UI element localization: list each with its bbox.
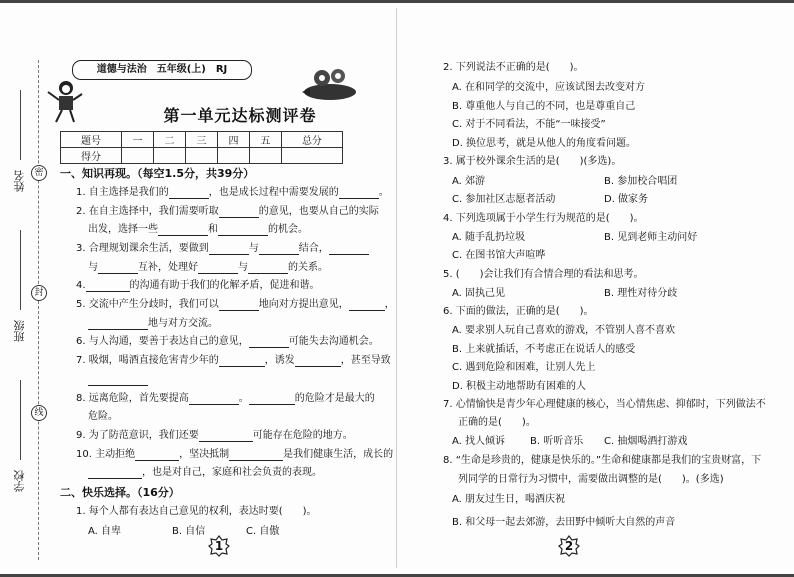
question-1-5 bbox=[76, 299, 395, 311]
answer-blank[interactable] bbox=[249, 394, 295, 405]
q-text: ， bbox=[384, 299, 395, 310]
scan-edge-top bbox=[0, 0, 794, 3]
answer-blank[interactable] bbox=[249, 337, 289, 348]
choice-2-option-d[interactable]: D. 换位思考，就是从他人的角度看问题。 bbox=[452, 138, 637, 149]
choice-question-4: 4. 下列选项属于小学生行为规范的是( )。 bbox=[443, 213, 644, 224]
choice-1-option-a[interactable]: A. 自卑 bbox=[88, 526, 122, 537]
choice-7-option-b[interactable]: B. 听听音乐 bbox=[530, 436, 584, 447]
score-cell: 得分 bbox=[61, 148, 122, 164]
answer-blank[interactable] bbox=[259, 244, 299, 255]
q-text: 互补，处理好 bbox=[138, 262, 198, 273]
choice-5-option-a[interactable]: A. 固执己见 bbox=[452, 288, 506, 299]
score-input-cell[interactable] bbox=[185, 148, 217, 164]
choice-4-option-c[interactable]: C. 在图书馆大声喧哗 bbox=[452, 250, 546, 261]
choice-question-7-cont: 正确的是( )。 bbox=[458, 417, 536, 428]
choice-5-option-b[interactable]: B. 理性对待分歧 bbox=[604, 288, 678, 299]
choice-8-option-b[interactable]: B. 和父母一起去郊游，去田野中倾听大自然的声音 bbox=[452, 517, 676, 528]
choice-2-option-b[interactable]: B. 尊重他人与自己的不同，也是尊重自己 bbox=[452, 101, 636, 112]
score-input-cell[interactable] bbox=[249, 148, 281, 164]
page-number-1 bbox=[208, 535, 230, 557]
score-cell: 五 bbox=[249, 132, 281, 148]
q-text: ，坚决抵制 bbox=[179, 449, 230, 460]
answer-blank[interactable] bbox=[349, 300, 385, 311]
score-table-score-row bbox=[61, 148, 343, 164]
answer-blank[interactable] bbox=[88, 375, 148, 386]
score-cell: 三 bbox=[185, 132, 217, 148]
question-1-3-cont bbox=[88, 262, 328, 274]
seal-xian: 线 bbox=[31, 405, 47, 421]
score-input-cell[interactable] bbox=[154, 148, 186, 164]
q-text: 。 bbox=[238, 393, 249, 404]
q-text: ，也是对自己，家庭和社会负责的表现。 bbox=[142, 467, 322, 478]
q-text: ，也是成长过程中需要发展的 bbox=[208, 187, 339, 198]
q-text: 结合， bbox=[298, 243, 329, 254]
page-fold bbox=[396, 8, 397, 568]
q-text: 5. 交流中产生分歧时，我们可以 bbox=[76, 299, 219, 310]
cartoon-boy-icon bbox=[44, 78, 84, 124]
q-text: 7. 吸烟，喝酒直接危害青少年的 bbox=[76, 355, 219, 366]
q-text: ，甚至导致 bbox=[340, 355, 391, 366]
q-text: 出发，选择一些 bbox=[88, 224, 158, 235]
answer-blank[interactable] bbox=[219, 356, 265, 367]
answer-blank[interactable] bbox=[88, 468, 142, 479]
question-1-8 bbox=[76, 393, 375, 405]
name-field-line[interactable] bbox=[20, 90, 21, 160]
seal-mi: 密 bbox=[31, 165, 47, 181]
choice-question-3: 3. 属于校外课余生活的是( )(多选)。 bbox=[443, 156, 622, 167]
choice-3-option-c[interactable]: C. 参加社区志愿者活动 bbox=[452, 194, 556, 205]
question-1-10 bbox=[76, 449, 393, 461]
answer-blank[interactable] bbox=[158, 225, 208, 236]
answer-blank[interactable] bbox=[98, 263, 138, 274]
q-text: 可能存在危险的地方。 bbox=[252, 430, 353, 441]
score-cell: 一 bbox=[122, 132, 154, 148]
choice-6-option-d[interactable]: D. 积极主动地帮助有困难的人 bbox=[452, 381, 587, 392]
choice-6-option-c[interactable]: C. 遇到危险和困难，让别人先上 bbox=[452, 362, 596, 373]
answer-blank[interactable] bbox=[189, 394, 239, 405]
question-1-9 bbox=[76, 430, 353, 442]
answer-blank[interactable] bbox=[218, 225, 268, 236]
score-table bbox=[60, 131, 343, 164]
q-text: 10. 主动拒绝 bbox=[76, 449, 136, 460]
q-text: 2. 在自主选择中，我们需要听取 bbox=[76, 206, 219, 217]
q-text: 3. 合理规划课余生活，要做到 bbox=[76, 243, 209, 254]
page-number-2 bbox=[558, 535, 580, 557]
q-text: 8. 远离危险，首先要提高 bbox=[76, 393, 189, 404]
answer-blank[interactable] bbox=[339, 188, 379, 199]
answer-blank[interactable] bbox=[295, 356, 341, 367]
name-label: 姓名 bbox=[13, 170, 26, 192]
subject-banner: 道德与法治 五年级(上) RJ bbox=[72, 60, 252, 80]
q-text: 可能失去沟通机会。 bbox=[288, 336, 379, 347]
q-text: 是我们健康生活，成长的 bbox=[283, 449, 394, 460]
q-text: 的沟通有助于我们的化解矛盾，促进和谐。 bbox=[129, 280, 320, 291]
answer-blank[interactable] bbox=[86, 281, 130, 292]
question-1-6 bbox=[76, 336, 379, 348]
q-text: 的关系。 bbox=[288, 262, 328, 273]
choice-7-option-c[interactable]: C. 抽烟喝酒打游戏 bbox=[604, 436, 688, 447]
score-cell: 二 bbox=[154, 132, 186, 148]
class-field-line[interactable] bbox=[20, 230, 21, 310]
choice-3-option-a[interactable]: A. 郊游 bbox=[452, 176, 486, 187]
choice-3-option-b[interactable]: B. 参加校合唱团 bbox=[604, 176, 678, 187]
binding-dashed-line bbox=[38, 60, 39, 560]
choice-2-option-c[interactable]: C. 对于不同看法，不能“一味接受” bbox=[452, 119, 606, 130]
choice-6-option-b[interactable]: B. 上来就插话，不考虑正在说话人的感受 bbox=[452, 344, 636, 355]
q-text: 的意见，也要从自己的实际 bbox=[258, 206, 379, 217]
choice-question-8: 8. “生命是珍贵的，健康是快乐的。”生命和健康都是我们的宝贵财富，下 bbox=[443, 455, 762, 466]
answer-blank[interactable] bbox=[198, 263, 238, 274]
q-text: 地向对方提出意见， bbox=[258, 299, 349, 310]
answer-blank[interactable] bbox=[209, 244, 249, 255]
question-1-10-cont bbox=[88, 467, 322, 479]
answer-blank[interactable] bbox=[169, 188, 209, 199]
q-text: 9. 为了防范意识，我们还要 bbox=[76, 430, 199, 441]
page-number-text: 1 bbox=[214, 539, 224, 553]
school-label: 学校 bbox=[13, 470, 26, 492]
class-label: 班级 bbox=[13, 320, 26, 342]
q-text: 。 bbox=[378, 187, 389, 198]
choice-question-1: 1. 每个人都有表达自己意见的权利，表达时要( )。 bbox=[76, 506, 317, 517]
answer-blank[interactable] bbox=[199, 431, 253, 442]
score-cell: 四 bbox=[217, 132, 249, 148]
choice-1-option-b[interactable]: B. 自信 bbox=[172, 526, 206, 537]
q-text: 与 bbox=[248, 243, 259, 254]
q-text: 1. 自主选择是我们的 bbox=[76, 187, 169, 198]
seal-feng: 封 bbox=[31, 285, 47, 301]
q-text: 的机会。 bbox=[268, 224, 308, 235]
answer-blank[interactable] bbox=[88, 319, 148, 330]
school-field-line[interactable] bbox=[20, 380, 21, 460]
question-1-7-cont bbox=[88, 374, 148, 386]
section-2-heading: 二、快乐选择。（16分） bbox=[60, 486, 180, 499]
question-1-2 bbox=[76, 206, 379, 218]
question-1-4 bbox=[76, 280, 320, 292]
choice-question-2: 2. 下列说法不正确的是( )。 bbox=[443, 62, 584, 73]
q-text: 与 bbox=[88, 262, 98, 273]
score-table-header-row bbox=[61, 132, 343, 148]
q-text: 6. 与人沟通，要善于表达自己的意见， bbox=[76, 336, 249, 347]
section-1-heading: 一、知识再现。（每空1.5分，共39分） bbox=[60, 167, 255, 180]
answer-blank[interactable] bbox=[229, 450, 283, 461]
answer-blank[interactable] bbox=[219, 300, 259, 311]
page-number-text: 2 bbox=[564, 539, 574, 553]
score-input-cell[interactable] bbox=[122, 148, 154, 164]
q-text: 地与对方交流。 bbox=[148, 318, 218, 329]
question-1-1 bbox=[76, 187, 389, 199]
score-cell: 题号 bbox=[61, 132, 122, 148]
q-text: 和 bbox=[208, 224, 218, 235]
score-cell: 总分 bbox=[281, 132, 342, 148]
choice-question-6: 6. 下面的做法，正确的是( )。 bbox=[443, 306, 594, 317]
answer-blank[interactable] bbox=[248, 263, 288, 274]
question-1-8-cont: 危险。 bbox=[88, 411, 118, 422]
choice-2-option-a[interactable]: A. 在和同学的交流中，应该试图去改变对方 bbox=[452, 82, 646, 93]
question-1-5-cont bbox=[88, 318, 218, 330]
page-title: 第一单元达标测评卷 bbox=[163, 106, 317, 125]
q-text: 的危险才是最大的 bbox=[294, 393, 375, 404]
choice-6-option-a[interactable]: A. 要求别人玩自己喜欢的游戏，不管别人喜不喜欢 bbox=[452, 325, 676, 336]
q-text: 与 bbox=[238, 262, 248, 273]
choice-4-option-b[interactable]: B. 见到老师主动问好 bbox=[604, 232, 698, 243]
answer-blank[interactable] bbox=[135, 450, 179, 461]
score-input-cell[interactable] bbox=[281, 148, 342, 164]
choice-1-option-c[interactable]: C. 自傲 bbox=[246, 526, 280, 537]
cartoon-rocket-icon bbox=[300, 62, 360, 108]
answer-blank[interactable] bbox=[219, 207, 259, 218]
q-text: ，诱发 bbox=[264, 355, 295, 366]
choice-3-option-d[interactable]: D. 做家务 bbox=[604, 194, 649, 205]
choice-7-option-a[interactable]: A. 找人倾诉 bbox=[452, 436, 506, 447]
score-input-cell[interactable] bbox=[217, 148, 249, 164]
choice-8-option-a[interactable]: A. 朋友过生日，喝酒庆祝 bbox=[452, 494, 566, 505]
q-text: 4. bbox=[76, 280, 86, 291]
choice-question-7: 7. 心情愉快是青少年心理健康的核心，当心情焦虑、抑郁时，下列做法不 bbox=[443, 399, 766, 410]
question-1-2-cont bbox=[88, 224, 308, 236]
choice-question-8-cont: 列同学的日常行为习惯中，需要做出调整的是( )。(多选) bbox=[458, 474, 724, 485]
choice-question-5: 5. ( )会让我们有合情合理的看法和思考。 bbox=[443, 269, 644, 280]
choice-4-option-a[interactable]: A. 随手乱扔垃圾 bbox=[452, 232, 526, 243]
question-1-3 bbox=[76, 243, 369, 255]
answer-blank[interactable] bbox=[329, 244, 369, 255]
question-1-7 bbox=[76, 355, 391, 367]
